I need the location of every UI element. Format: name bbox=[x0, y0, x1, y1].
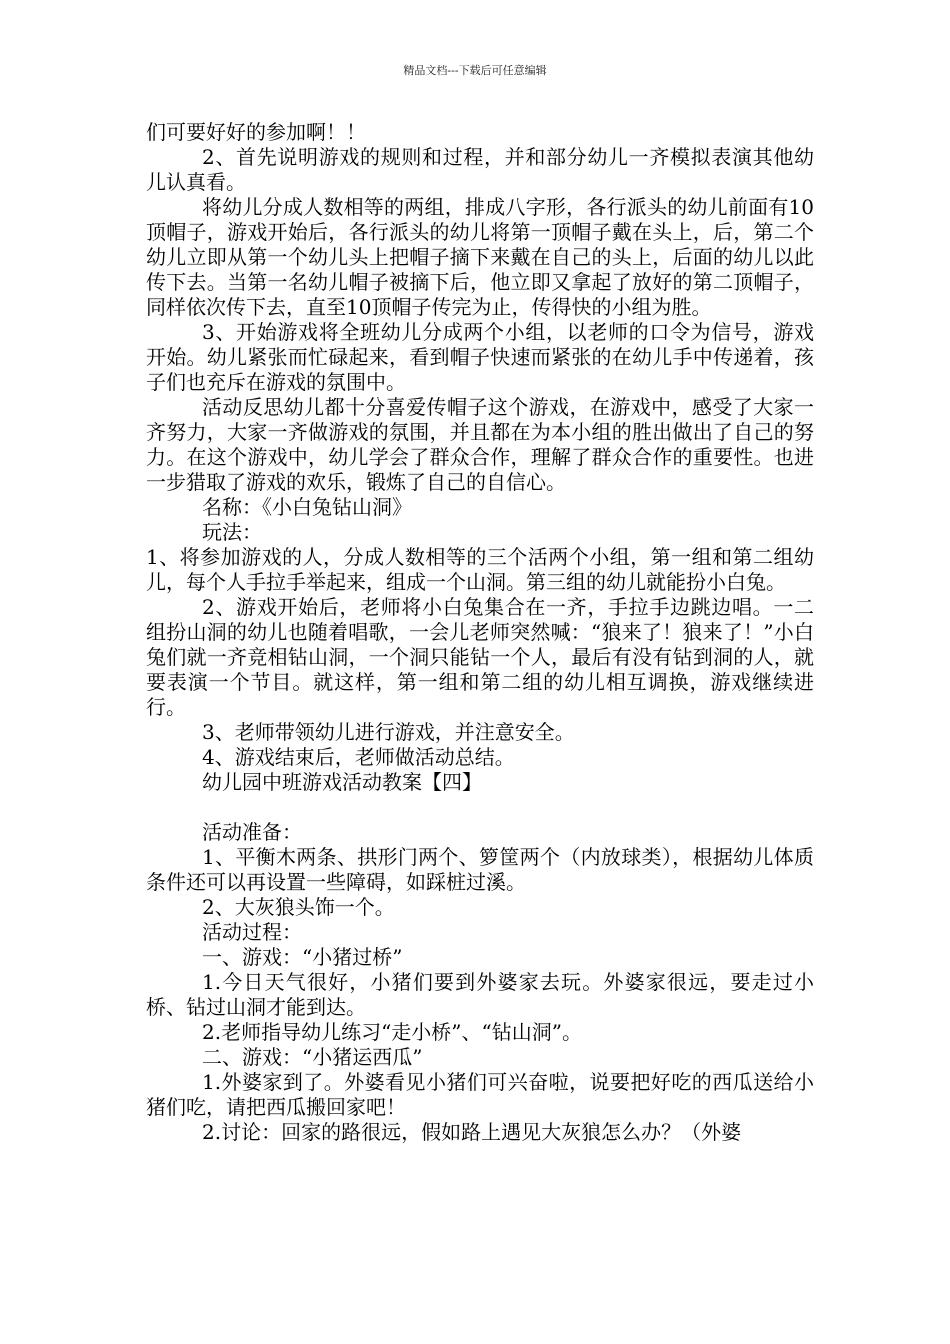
document-body bbox=[146, 120, 814, 1145]
page-header: 精品文档---下载后可任意编辑 bbox=[403, 64, 547, 77]
paragraph: 3、老师带领幼儿进行游戏，并注意安全。 bbox=[202, 720, 575, 744]
process-heading: 活动过程： bbox=[202, 920, 302, 944]
paragraph: 活动反思幼儿都十分喜爱传帽子这个游戏，在游戏中，感受了大家一齐努力，大家一齐做游戏的氛围，并且都在为本小组的胜出做出了自己的努力。在这个游戏中，幼儿学会了群众合作，理解了群众合作的重要性。也进一步猎取了游戏的欢乐，锻炼了自己的自信心。 bbox=[146, 395, 814, 494]
section-title: 幼儿园中班游戏活动教案【四】 bbox=[202, 770, 482, 794]
subheading: 一、游戏：“小猪过桥” bbox=[202, 945, 403, 969]
paragraph: 1、平衡木两条、拱形门两个、箩筐两个（内放球类），根据幼儿体质条件还可以再设置一些障碍，如踩桩过溪。 bbox=[146, 845, 814, 894]
paragraph: 们可要好好的参加啊！！ bbox=[146, 120, 366, 144]
paragraph: 将幼儿分成人数相等的两组，排成八字形，各行派头的幼儿前面有10顶帽子，游戏开始后，各行派头的幼儿将第一顶帽子戴在头上，后，第二个幼儿立即从第一个幼儿头上把帽子摘下来戴在自己的头上，后面的幼儿以此传下去。当第一名幼儿帽子被摘下后，他立即又拿起了放好的第二顶帽子，同样依次传下去，直至10顶帽子传完为止，传得快的小组为胜。 bbox=[146, 195, 814, 319]
paragraph: 2.讨论：回家的路很远，假如路上遇见大灰狼怎么办？（外婆 bbox=[202, 1120, 742, 1144]
subheading: 二、游戏：“小猪运西瓜” bbox=[202, 1045, 423, 1069]
paragraph: 2、游戏开始后，老师将小白兔集合在一齐，手拉手边跳边唱。一二组扮山洞的幼儿也随着唱歌，一会儿老师突然喊：“狼来了！狼来了！”小白兔们就一齐竞相钻山洞，一个洞只能钻一个人，最后有没有钻到洞的人，就要表演一个节目。就这样，第一组和第二组的幼儿相互调换，游戏继续进行。 bbox=[146, 595, 814, 719]
paragraph: 1.外婆家到了。外婆看见小猪们可兴奋啦，说要把好吃的西瓜送给小猪们吃，请把西瓜搬回家吧！ bbox=[146, 1070, 814, 1119]
paragraph: 3、开始游戏将全班幼儿分成两个小组，以老师的口令为信号，游戏开始。幼儿紧张而忙碌起来，看到帽子快速而紧张的在幼儿手中传递着，孩子们也充斥在游戏的氛围中。 bbox=[146, 320, 814, 394]
paragraph: 4、游戏结束后，老师做活动总结。 bbox=[202, 745, 515, 769]
blank-line bbox=[146, 795, 814, 820]
rules-heading: 玩法： bbox=[202, 520, 262, 544]
preparation-heading: 活动准备： bbox=[202, 820, 302, 844]
game-name-line: 名称：《小白兔钻山洞》 bbox=[202, 495, 412, 519]
paragraph: 2、大灰狼头饰一个。 bbox=[202, 895, 395, 919]
paragraph: 1、将参加游戏的人，分成人数相等的三个活两个小组，第一组和第二组幼儿，每个人手拉手举起来，组成一个山洞。第三组的幼儿就能扮小白兔。 bbox=[146, 545, 814, 594]
paragraph: 2、首先说明游戏的规则和过程，并和部分幼儿一齐模拟表演其他幼儿认真看。 bbox=[146, 145, 814, 194]
paragraph: 2.老师指导幼儿练习“走小桥”、“钻山洞”。 bbox=[202, 1020, 582, 1044]
paragraph: 1.今日天气很好，小猪们要到外婆家去玩。外婆家很远，要走过小桥、钻过山洞才能到达。 bbox=[146, 970, 814, 1019]
